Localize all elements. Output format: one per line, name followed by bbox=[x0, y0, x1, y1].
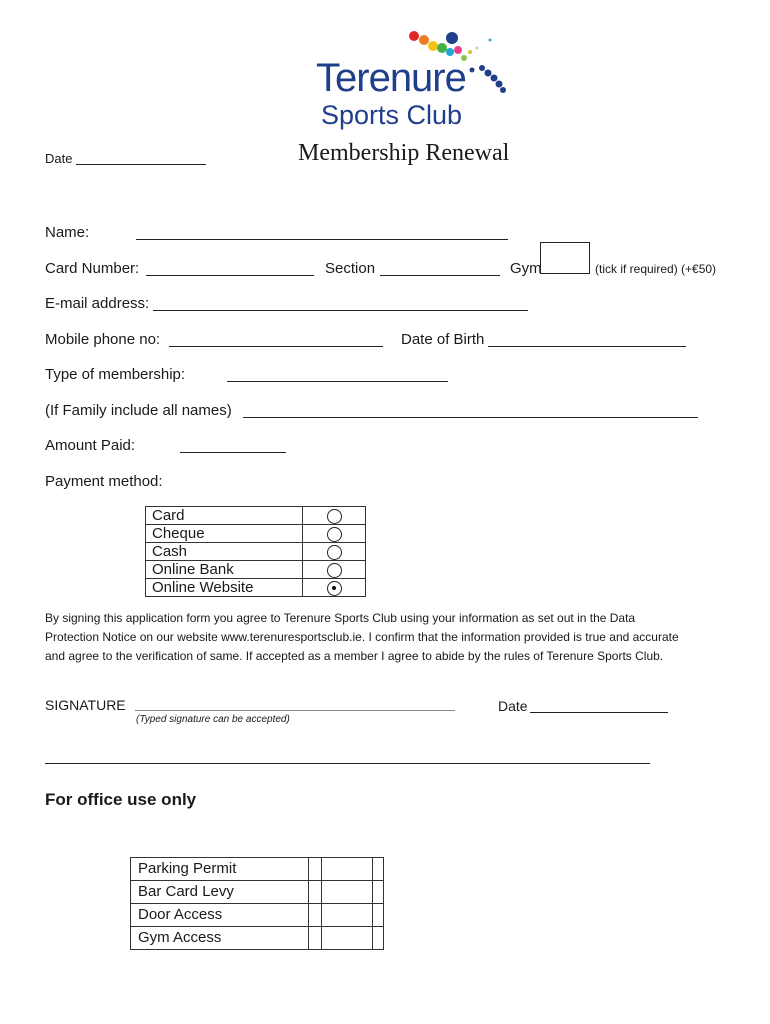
office-row bbox=[131, 904, 384, 927]
office-use-table bbox=[130, 857, 384, 950]
consent-text bbox=[45, 609, 745, 666]
form-title: Membership Renewal bbox=[298, 140, 510, 166]
office-heading: For office use only bbox=[45, 790, 197, 809]
divider-line bbox=[45, 763, 650, 764]
office-row bbox=[131, 858, 384, 881]
section-label: Section bbox=[325, 260, 376, 277]
club-logo bbox=[312, 28, 512, 132]
office-item-label: Gym Access bbox=[131, 927, 309, 950]
bar-card-levy-checkbox[interactable] bbox=[322, 881, 373, 904]
signature-date-field[interactable] bbox=[530, 712, 668, 713]
gym-checkbox[interactable] bbox=[540, 242, 590, 274]
payment-row bbox=[146, 543, 366, 561]
logo-line1: Terenure bbox=[316, 56, 466, 100]
email-field[interactable] bbox=[153, 310, 528, 311]
parking-permit-checkbox[interactable] bbox=[322, 858, 373, 881]
payment-radio-online-website[interactable] bbox=[327, 581, 342, 596]
signature-field[interactable] bbox=[135, 710, 455, 711]
payment-option-label: Cheque bbox=[146, 525, 303, 543]
office-item-label: Parking Permit bbox=[131, 858, 309, 881]
consent-line: Protection Notice on our website www.terenuresportsclub.ie. I confirm that the information provided is true and accurate bbox=[45, 630, 679, 644]
payment-option-label: Cash bbox=[146, 543, 303, 561]
name-field[interactable] bbox=[136, 239, 508, 240]
payment-radio-online-bank[interactable] bbox=[327, 563, 342, 578]
mobile-label: Mobile phone no: bbox=[45, 331, 161, 348]
mobile-field[interactable] bbox=[169, 346, 383, 347]
gym-access-checkbox[interactable] bbox=[322, 927, 373, 950]
payment-row bbox=[146, 525, 366, 543]
signature-date-label: Date bbox=[498, 698, 528, 714]
consent-line: and agree to the verification of same. If accepted as a member I agree to abide by the rules of Terenure Sports Club. bbox=[45, 649, 664, 663]
payment-label: Payment method: bbox=[45, 473, 163, 490]
payment-row bbox=[146, 561, 366, 579]
office-row bbox=[131, 881, 384, 904]
payment-row bbox=[146, 579, 366, 597]
amount-field[interactable] bbox=[180, 452, 286, 453]
payment-radio-card[interactable] bbox=[327, 509, 342, 524]
payment-radio-cheque[interactable] bbox=[327, 527, 342, 542]
logo-line2: Sports Club bbox=[321, 100, 463, 130]
card-number-label: Card Number: bbox=[45, 260, 140, 277]
office-item-label: Bar Card Levy bbox=[131, 881, 309, 904]
amount-label: Amount Paid: bbox=[45, 437, 136, 454]
card-number-field[interactable] bbox=[146, 275, 314, 276]
gym-note: (tick if required) (+€50) bbox=[595, 262, 717, 276]
payment-radio-cash[interactable] bbox=[327, 545, 342, 560]
membership-type-label: Type of membership: bbox=[45, 366, 186, 383]
payment-method-table bbox=[145, 506, 366, 597]
family-label: (If Family include all names) bbox=[45, 402, 232, 419]
date-label: Date bbox=[45, 151, 73, 166]
office-item-label: Door Access bbox=[131, 904, 309, 927]
email-label: E-mail address: bbox=[45, 295, 150, 312]
section-field[interactable] bbox=[380, 275, 500, 276]
membership-type-field[interactable] bbox=[227, 381, 448, 382]
payment-row bbox=[146, 507, 366, 525]
family-names-field[interactable] bbox=[243, 417, 698, 418]
dob-field[interactable] bbox=[488, 346, 686, 347]
name-label: Name: bbox=[45, 224, 90, 241]
payment-option-label: Online Website bbox=[146, 579, 303, 597]
dob-label: Date of Birth bbox=[401, 331, 485, 348]
signature-label: SIGNATURE bbox=[45, 697, 126, 713]
office-row bbox=[131, 927, 384, 950]
signature-note: (Typed signature can be accepted) bbox=[136, 714, 290, 725]
payment-option-label: Card bbox=[146, 507, 303, 525]
payment-option-label: Online Bank bbox=[146, 561, 303, 579]
door-access-checkbox[interactable] bbox=[322, 904, 373, 927]
date-field[interactable] bbox=[76, 164, 206, 165]
gym-label: Gym bbox=[510, 260, 542, 277]
consent-line: By signing this application form you agree to Terenure Sports Club using your information as set out in the Data bbox=[45, 611, 636, 625]
